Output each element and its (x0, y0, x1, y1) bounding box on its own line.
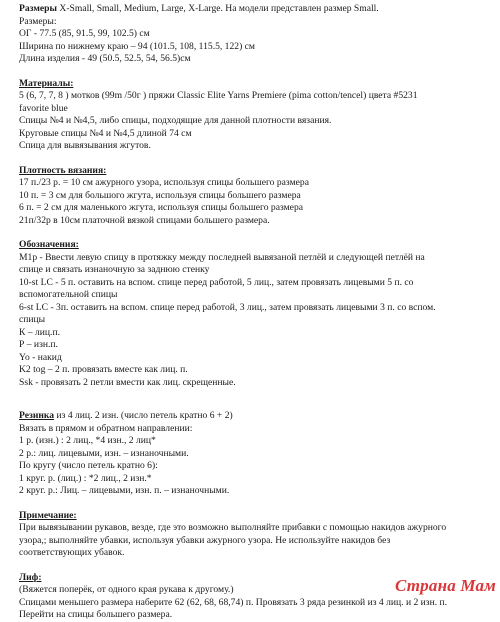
note-line: При вывязывании рукавов, везде, где это возможно выполняйте прибавки с помощью накидов ажурного (19, 522, 447, 533)
rib-section (19, 410, 481, 498)
note-heading: Примечание: (19, 509, 77, 521)
gauge-heading: Плотность вязания: (19, 164, 107, 176)
bodice-line: Перейти на спицы большего размера. (19, 609, 173, 620)
rib-line: 1 р. (изн.) : 2 лиц., *4 изн., 2 лиц* (19, 435, 156, 446)
abbreviation-line: вспомогательной спицы (19, 289, 118, 300)
materials-heading: Материалы: (19, 77, 74, 89)
note-section (19, 510, 481, 560)
abbreviation-line: 6-st LC - 3п. оставить на вспом. спице перед работой, 3 лиц., затем провязать лицевыми 3 п. со вспом. (19, 301, 436, 313)
sizes-line: Длина изделия - 49 (50.5, 52.5, 54, 56.5)см (19, 53, 191, 64)
abbreviations-heading: Обозначения: (19, 239, 79, 250)
rib-line: Вязать в прямом и обратном направлении: (19, 422, 193, 434)
watermark-part1: Страна (394, 576, 456, 595)
bodice-heading: Лиф: (19, 571, 42, 583)
sizes-line: Размеры: (19, 15, 57, 27)
gauge-line: 21п/32р в 10см платочной вязкой спицами большего размера. (19, 214, 270, 226)
gauge-line: 10 п. = 3 см для большого жгута, используя спицы большего размера (19, 189, 301, 201)
abbreviation-line: Ssk - провязать 2 петли вмести как лиц. скрещенные. (19, 376, 236, 388)
note-line: соответствующих убавок. (19, 547, 125, 558)
rib-line: По кругу (число петель кратно 6): (19, 460, 158, 471)
sizes-line: ОГ - 77.5 (85, 91.5, 99, 102.5) см (19, 28, 150, 39)
site-watermark (395, 576, 496, 596)
abbreviation-line: К – лиц.п. (19, 326, 60, 338)
note-line: узора,; выполняйте убавки, используя убавки ажурного узора. Не используйте накидов без (19, 534, 391, 546)
abbreviation-line: спицы (19, 314, 46, 325)
gauge-line: 17 п./23 р. = 10 см ажурного узора, используя спицы большего размера (19, 177, 309, 188)
rib-line: 2 круг. р.: Лиц. – лицевыми, изн. п. – изнаночными. (19, 485, 230, 496)
rib-line: 2 р.: лиц. лицевыми, изн. – изнаночными. (19, 447, 189, 459)
abbreviations-section (19, 239, 481, 389)
gauge-section (19, 165, 481, 228)
abbreviation-line: 10-st LC - 5 п. оставить на вспом. спице перед работой, 5 лиц., затем провязать лицевыми 5 п. со (19, 276, 414, 288)
sizes-section (19, 3, 481, 66)
bodice-line: (Вяжется поперёк, от одного края рукава к другому.) (19, 584, 234, 595)
sizes-heading-line (19, 3, 481, 16)
rib-heading-line (19, 410, 481, 423)
rib-heading: Резинка (19, 410, 55, 421)
abbreviation-line: M1p - Ввести левую спицу в протяжку между последней вывязаной петлёй и следующей петлёй на (19, 251, 425, 263)
pattern-document (19, 3, 481, 622)
abbreviation-line: K2 tog – 2 п. провязать вместе как лиц. п. (19, 364, 188, 375)
rib-heading-rest: из 4 лиц. 2 изн. (число петель кратно 6 + 2) (54, 410, 233, 421)
abbreviation-line: Yo - накид (19, 351, 62, 363)
gauge-line: 6 п. = 2 см для маленького жгута, используя спицы большего размера (19, 202, 303, 213)
sizes-line: Ширина по нижнему краю – 94 (101.5, 108, 115.5, 122) см (19, 40, 255, 52)
materials-line: favorite blue (19, 102, 68, 114)
materials-line: Спицы №4 и №4,5, либо спицы, подходящие для данной плотности вязания. (19, 115, 332, 126)
abbreviation-line: спице и связать изнаночную за заднюю стенку (19, 264, 210, 275)
materials-line: 5 (6, 7, 7, 8 ) мотков (99m /50г ) пряжи Classic Elite Yarns Premiere (pima cotton/tencel) цвета #5231 (19, 90, 418, 101)
bodice-line: Спицами меньшего размера наберите 62 (62, 68, 68,74) п. Провязать 3 ряда резинкой из 4 лиц. и 2 изн. п. (19, 596, 448, 608)
rib-line: 1 круг. р. (лиц.) : *2 лиц., 2 изн.* (19, 472, 152, 484)
materials-section (19, 78, 481, 153)
watermark-part2: Мам (460, 576, 496, 595)
materials-line: Круговые спицы №4 и №4,5 длиной 74 см (19, 127, 192, 139)
materials-line: Спица для вывязывания жгутов. (19, 140, 151, 151)
sizes-heading-rest: X-Small, Small, Medium, Large, X-Large. На модели представлен размер Small. (57, 3, 379, 14)
sizes-heading: Размеры (19, 3, 57, 14)
abbreviation-line: Р – изн.п. (19, 339, 58, 350)
